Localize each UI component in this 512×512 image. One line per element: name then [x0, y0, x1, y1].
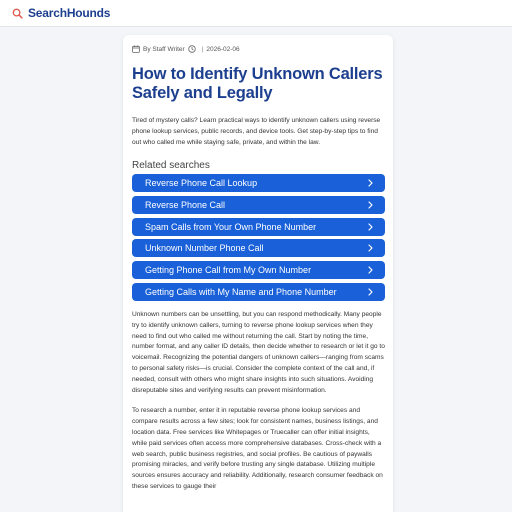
- related-search-button[interactable]: [132, 239, 385, 257]
- related-search-label: Getting Calls with My Name and Phone Number: [145, 286, 337, 297]
- article-paragraph: To research a number, enter it in reputable reverse phone lookup services and compare results across a few sites; look for consistent names, business listings, and location data. Free services like Whitepages or Truecaller can offer initial insights, while paid services often access more comprehensive databases. Cross-check with a web search, public business registries, and social profiles. Be cautious of paywalls promising miracles, and verify before trusting any single database. Utilizing multiple sources ensures accuracy and reliability. Additionally, research consumer feedback on these services to gauge their: [132, 407, 383, 490]
- related-search-button[interactable]: [132, 283, 385, 301]
- related-search-button[interactable]: [132, 196, 385, 214]
- related-searches-heading: Related searches: [132, 160, 210, 171]
- brand-logo[interactable]: SearchHounds: [28, 6, 111, 20]
- article-meta: [132, 43, 385, 55]
- related-search-label: Spam Calls from Your Own Phone Number: [145, 221, 317, 232]
- publish-date: 2026-02-06: [206, 45, 240, 53]
- related-search-button[interactable]: [132, 218, 385, 236]
- related-search-button[interactable]: [132, 261, 385, 279]
- article-intro: Tired of mystery calls? Learn practical ways to identify unknown callers using reverse phone lookup services, public records, and device tools. Get step-by-step tips to find out who called me while staying safe, private, and within the law.: [132, 117, 381, 146]
- chevron-right-icon: [367, 201, 375, 209]
- article-card: [123, 35, 393, 512]
- related-searches-list: [132, 174, 385, 301]
- magnifier-icon: [12, 7, 24, 19]
- related-search-label: Reverse Phone Call Lookup: [145, 178, 258, 188]
- article-paragraph: Unknown numbers can be unsettling, but you can respond methodically. Many people try to identify unknown callers, turning to reverse phone lookup services when they need to find out who called me without returning the call. Start by noting the time, number format, and any caller ID details, then decide whether to research or let it go to voicemail. Recognizing the potential dangers of unknown callers—ranging from scams to personal safety risks—is crucial. Consider the complete context of the call and, if needed, consult with others who might share insights into such situations. Avoiding disreputable sites and verifying results can prevent misinformation.: [132, 310, 385, 394]
- author-text: By Staff Writer: [143, 45, 185, 53]
- top-header: [0, 0, 512, 27]
- chevron-right-icon: [367, 179, 375, 187]
- related-search-button[interactable]: [132, 174, 385, 192]
- related-search-label: Reverse Phone Call: [145, 199, 226, 210]
- clock-icon: [188, 45, 196, 53]
- chevron-right-icon: [367, 244, 375, 252]
- meta-separator: |: [201, 45, 204, 53]
- chevron-right-icon: [367, 223, 375, 231]
- calendar-icon: [132, 45, 140, 53]
- chevron-right-icon: [367, 288, 375, 296]
- related-search-label: Unknown Number Phone Call: [145, 243, 264, 254]
- related-search-label: Getting Phone Call from My Own Number: [145, 265, 312, 276]
- article-title: How to Identify Unknown Callers Safely and Legally: [132, 65, 383, 102]
- chevron-right-icon: [367, 266, 375, 274]
